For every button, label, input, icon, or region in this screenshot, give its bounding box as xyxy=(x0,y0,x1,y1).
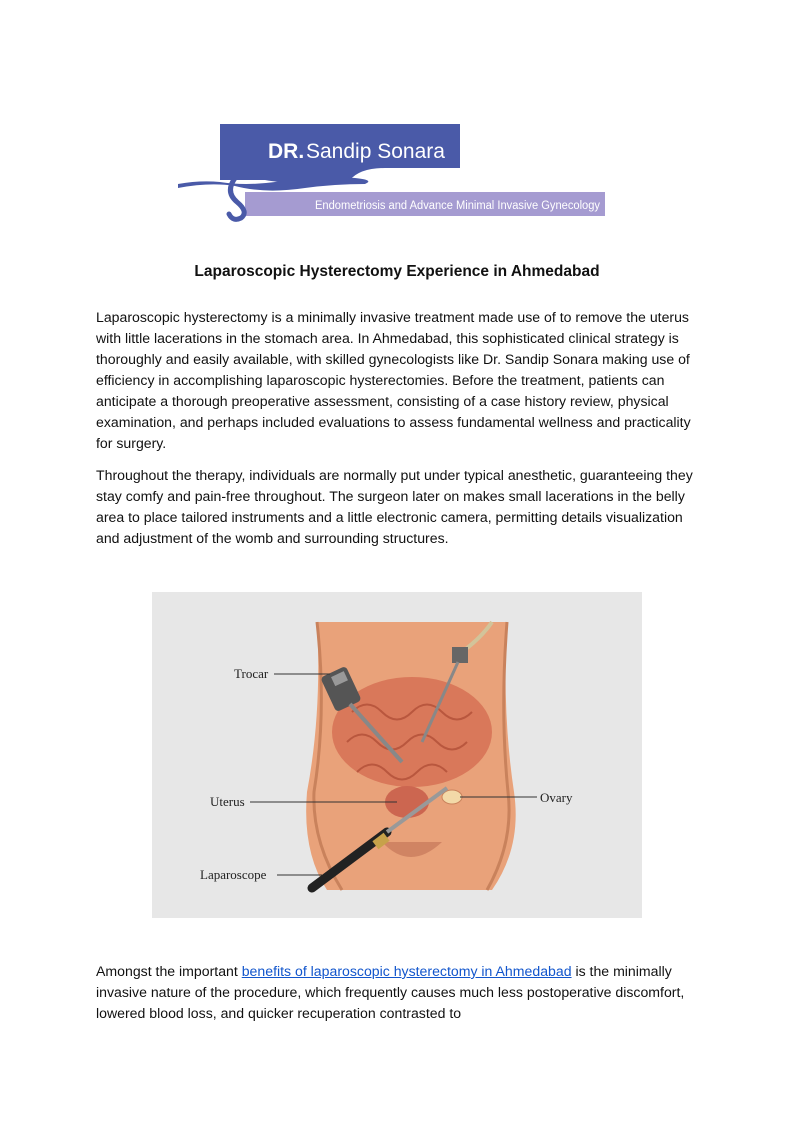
logo-name: Sandip Sonara xyxy=(306,140,445,163)
benefits-link[interactable]: benefits of laparoscopic hysterectomy in Ahmedabad xyxy=(241,963,572,979)
page-title: Laparoscopic Hysterectomy Experience in Ahmedabad xyxy=(194,263,600,280)
paragraph-benefits xyxy=(96,961,706,1024)
label-ovary: Ovary xyxy=(540,790,573,805)
paragraph-intro: Laparoscopic hysterectomy is a minimally invasive treatment made use of to remove the uterus with little lacerations in the stomach area. In Ahmedabad, this sophisticated clinical strategy is thoroughly and easily available, with skilled gynecologists like Dr. Sandip Sonara making use of efficiency in accomplishing laparoscopic hysterectomies. Before the treatment, patients can anticipate a thorough preoperative assessment, consisting of a case history review, physical examination, and perhaps included evaluations to assess fundamental wellness and practicality for surgery. xyxy=(96,309,691,451)
benefits-text-after: is the minimally invasive nature of the procedure, which frequently causes much less postoperative discomfort, lowered blood loss, and quicker recuperation contrasted to xyxy=(96,963,685,1021)
logo xyxy=(175,122,615,222)
illustration-svg xyxy=(152,592,642,918)
benefits-text-before: Amongst the important xyxy=(96,963,242,979)
laparoscopy-illustration xyxy=(152,592,642,918)
paragraph-procedure: Throughout the therapy, individuals are normally put under typical anesthetic, guaranteeing they stay comfy and pain-free throughout. The surgeon later on makes small lacerations in the belly area to place tailored instruments and a little electronic camera, permitting details visualization and adjustment of the womb and surrounding structures. xyxy=(96,467,693,546)
label-trocar: Trocar xyxy=(234,666,269,681)
logo-tagline: Endometriosis and Advance Minimal Invasive Gynecology xyxy=(315,200,601,212)
logo-graphic xyxy=(175,122,615,222)
logo-prefix: DR. xyxy=(268,140,305,163)
label-uterus: Uterus xyxy=(210,794,245,809)
label-laparoscope: Laparoscope xyxy=(200,867,267,882)
ovary-shape xyxy=(442,790,462,804)
